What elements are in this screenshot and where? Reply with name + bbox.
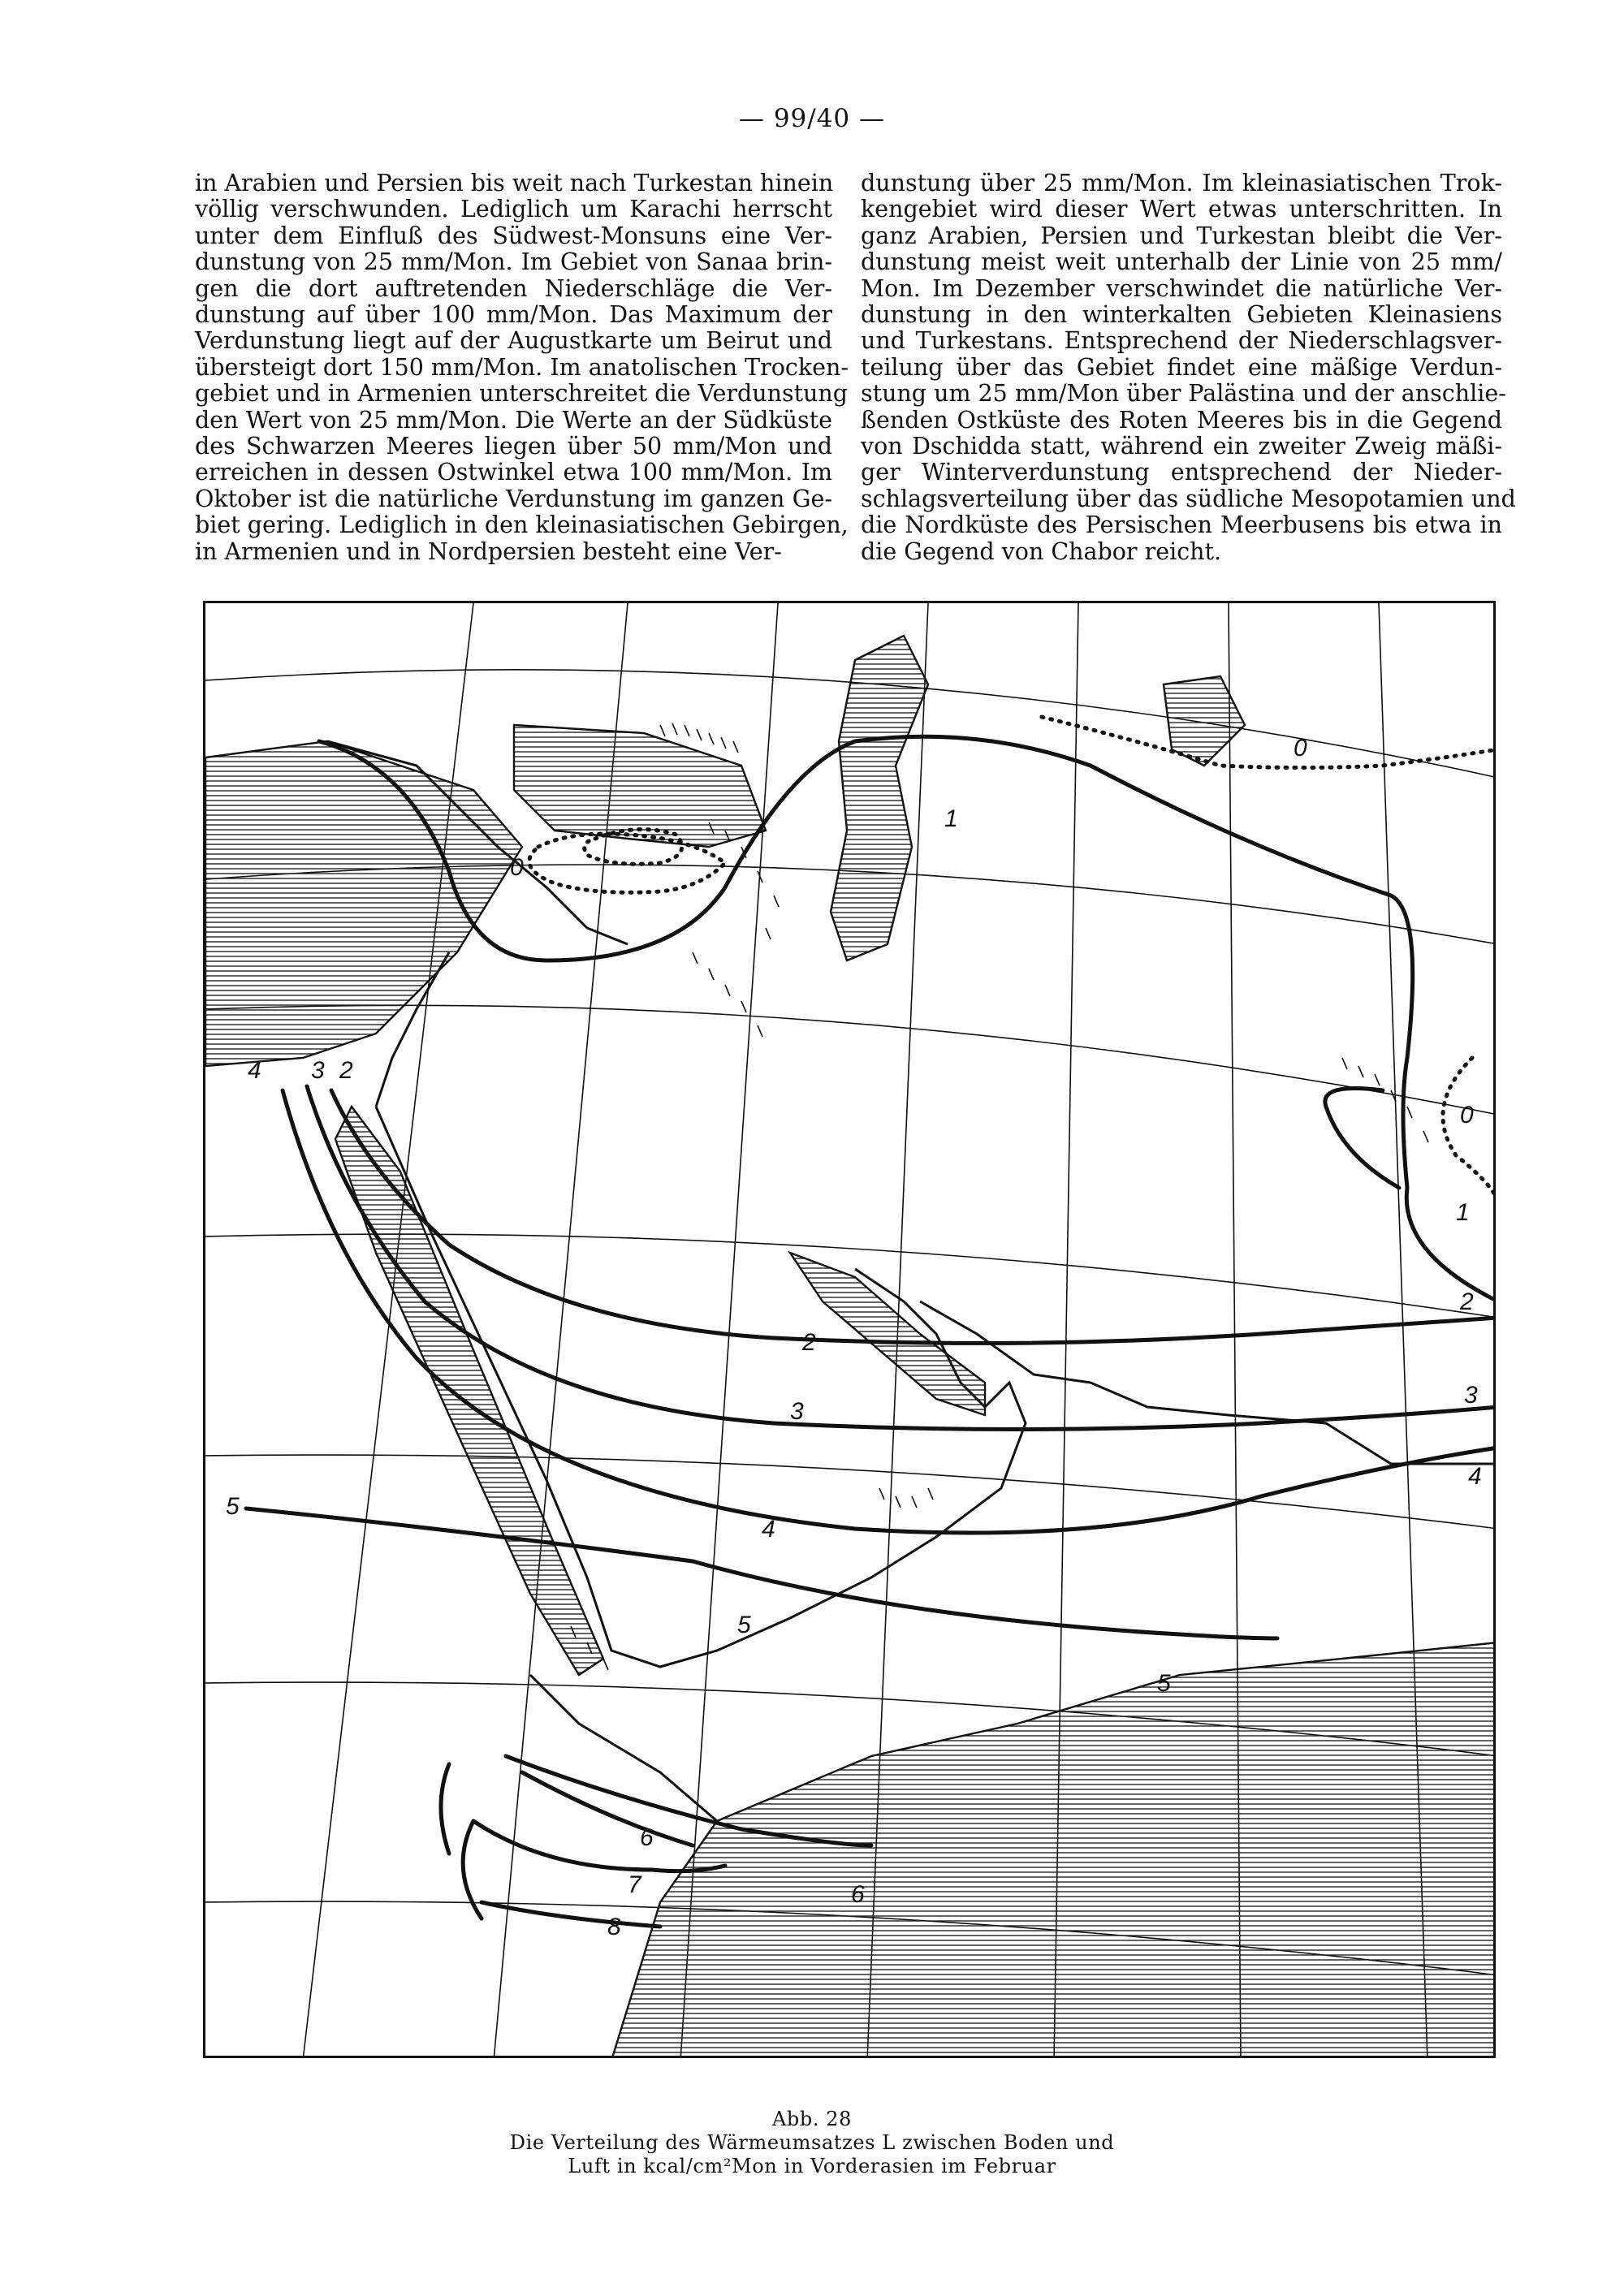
label-seven: 7: [628, 1871, 641, 1898]
caption-line-2: Luft in kcal/cm²Mon in Vorderasien im Februar: [568, 2155, 1056, 2177]
isoline-ridge-b: [463, 1821, 482, 1918]
isoline-1-loop: [1325, 1089, 1399, 1189]
right-column-line: ganz Arabien, Persien und Turkestan bleibt die Ver-: [861, 222, 1502, 249]
right-column-line: die Nordküste des Persischen Meerbusens bis etwa in: [861, 511, 1502, 539]
right-column-line: stung um 25 mm/Mon über Palästina und der anschlie-: [861, 380, 1506, 408]
red-sea: [335, 1107, 603, 1675]
label-five-mid: 5: [737, 1612, 751, 1638]
label-five-west: 5: [226, 1493, 240, 1520]
mediterranean-sea: [205, 741, 522, 1066]
label-five-south: 5: [1157, 1670, 1171, 1697]
label-two-east: 2: [1460, 1288, 1474, 1315]
label-three-mid: 3: [790, 1398, 804, 1425]
label-one-north: 1: [944, 805, 958, 832]
isoline-zero-east: [1443, 1058, 1496, 1204]
right-column-line: ger Winterverdunstung entsprechend der Nieder-: [861, 459, 1502, 486]
right-column-line: die Gegend von Chabor reicht.: [861, 537, 1222, 565]
caption-line-1: Die Verteilung des Wärmeumsatzes L zwischen Boden und: [509, 2131, 1115, 2154]
left-column-line: gebiet und in Armenien unterschreitet die Verdunstung: [195, 380, 848, 408]
label-six-inner: 6: [640, 1824, 654, 1851]
label-three-west: 3: [311, 1057, 325, 1084]
left-column-line: in Armenien und in Nordpersien besteht eine Ver-: [195, 537, 782, 565]
left-column-line: des Schwarzen Meeres liegen über 50 mm/Mon und: [195, 433, 832, 460]
right-column-line: dunstung über 25 mm/Mon. Im kleinasiatischen Trok-: [861, 170, 1502, 196]
label-one-east: 1: [1456, 1199, 1470, 1226]
parallel-line: [205, 1455, 1496, 1529]
right-column-line: dunstung meist weit unterhalb der Linie von 25 mm/: [861, 248, 1502, 276]
mountain-hatch: [879, 1488, 933, 1508]
left-column-line: in Arabien und Persien bis weit nach Turkestan hinein: [195, 170, 834, 196]
label-four-west: 4: [248, 1057, 261, 1084]
label-six-outer: 6: [851, 1881, 865, 1908]
label-three-east: 3: [1464, 1382, 1478, 1409]
label-four-mid: 4: [762, 1516, 775, 1543]
left-column-line: dunstung auf über 100 mm/Mon. Das Maximum der: [195, 301, 832, 329]
page-number: — 99/40 —: [738, 104, 886, 133]
label-eight: 8: [607, 1914, 621, 1940]
arabian-sea: [611, 1642, 1496, 2058]
left-column-line: gen die dort auftretenden Niederschläge die Ver-: [195, 274, 832, 302]
text-column-right: [861, 170, 1516, 565]
right-column-line: kengebiet wird dieser Wert etwas unterschritten. In: [861, 196, 1502, 223]
label-zero-north: 0: [1294, 735, 1307, 762]
isoline-ridge-a: [441, 1764, 449, 1854]
left-column-line: Oktober ist die natürliche Verdunstung im ganzen Ge-: [195, 485, 832, 512]
right-column-line: Mon. Im Dezember verschwindet die natürliche Ver-: [861, 274, 1502, 302]
persian-gulf: [790, 1253, 985, 1415]
isoline-8: [482, 1902, 660, 1927]
left-column-line: Verdunstung liegt auf der Augustkarte um Beirut und: [195, 327, 832, 355]
isoline-2: [331, 1090, 1496, 1343]
left-column-line: unter dem Einfluß des Südwest-Monsuns eine Ver-: [195, 222, 832, 249]
left-column-line: übersteigt dort 150 mm/Mon. Im anatolischen Trocken-: [195, 353, 849, 381]
map-figure: [203, 601, 1496, 2058]
left-column-line: biet gering. Lediglich in den kleinasiatischen Gebirgen,: [195, 511, 849, 539]
right-column-line: teilung über das Gebiet findet eine mäßige Verdun-: [861, 353, 1502, 381]
caption-figure-number: Abb. 28: [771, 2108, 853, 2130]
label-zero-anatolia: 0: [510, 854, 524, 881]
label-zero-east: 0: [1460, 1102, 1474, 1129]
right-column-line: dunstung in den winterkalten Gebieten Kleinasiens: [861, 301, 1502, 329]
label-two-gulf: 2: [802, 1329, 816, 1356]
map-svg: [205, 603, 1496, 2058]
left-column-line: den Wert von 25 mm/Mon. Die Werte an der Südküste: [195, 406, 832, 434]
label-four-east: 4: [1468, 1463, 1482, 1490]
figure-caption: [0, 2108, 1624, 2178]
parallel-line: [205, 1005, 1496, 1115]
isoline-zero-north: [1042, 717, 1496, 768]
left-column-line: völlig verschwunden. Lediglich um Karachi herrscht: [195, 196, 832, 223]
left-column-line: dunstung von 25 mm/Mon. Im Gebiet von Sanaa brin-: [195, 248, 832, 276]
text-column-left: [195, 170, 849, 565]
right-column-line: und Turkestans. Entsprechend der Niederschlagsver-: [861, 327, 1502, 355]
yemen-coast: [530, 1675, 717, 1821]
caspian-sea: [831, 636, 928, 960]
aral-sea: [1164, 676, 1245, 766]
left-column-line: erreichen in dessen Ostwinkel etwa 100 mm/Mon. Im: [195, 459, 832, 486]
right-column-line: von Dschidda statt, während ein zweiter Zweig mäßi-: [861, 433, 1502, 460]
right-column-line: schlagsverteilung über das südliche Mesopotamien und: [861, 485, 1516, 512]
coastlines: [327, 741, 1496, 1821]
right-column-line: ßenden Ostküste des Roten Meeres bis in die Gegend: [861, 406, 1502, 434]
label-two-west: 2: [339, 1057, 353, 1084]
iran-coast: [920, 1301, 1496, 1464]
mountain-hatch: [1342, 1058, 1428, 1142]
